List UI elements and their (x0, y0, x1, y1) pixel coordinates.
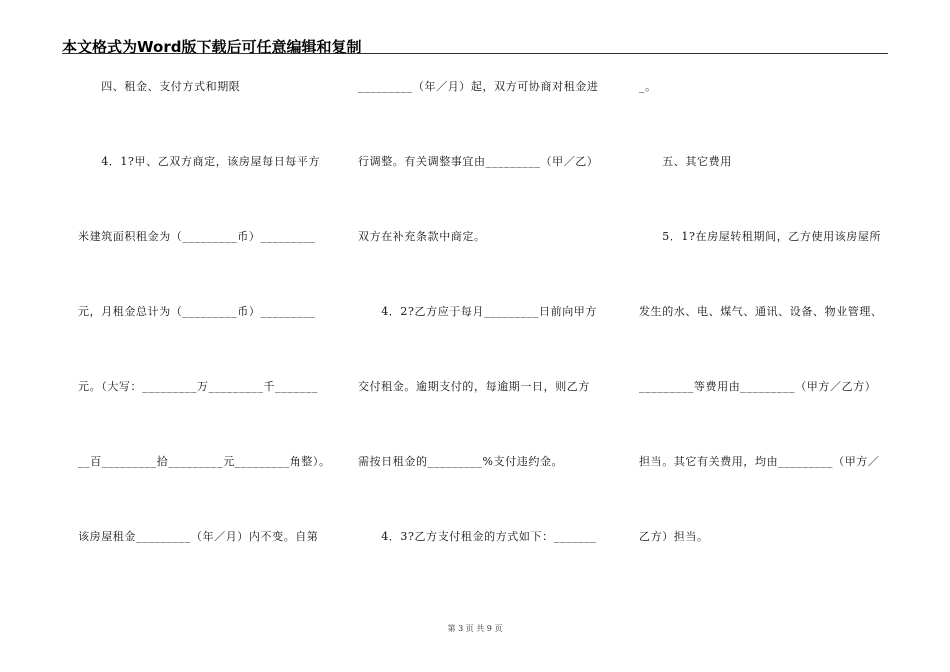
page-number-footer: 第 3 页 共 9 页 (447, 624, 503, 633)
column-3-line-6: 担当。其它有关费用，均由_________（甲方／ (639, 455, 880, 468)
column-2-line-7: 4．3?乙方支付租金的方式如下：_______ (358, 530, 597, 543)
column-1-line-1: 四、租金、支付方式和期限 (78, 80, 241, 93)
column-1-line-4: 元，月租金总计为（_________币）_________ (78, 305, 316, 318)
column-3-line-4: 发生的水、电、煤气、通讯、设备、物业管理、 (639, 305, 883, 318)
column-3-line-1: _。 (639, 80, 657, 93)
column-3-line-3: 5．1?在房屋转租期间，乙方使用该房屋所 (639, 230, 882, 243)
column-1-line-7: 该房屋租金_________（年／月）内不变。自第 (78, 530, 319, 543)
document-header-title: 本文格式为Word版下载后可任意编辑和复制 (62, 38, 362, 56)
column-3-line-7: 乙方）担当。 (639, 530, 709, 543)
column-2-line-6: 需按日租金的_________%支付违约金。 (358, 455, 564, 468)
column-1-line-2: 4．1?甲、乙双方商定，该房屋每日每平方 (78, 155, 321, 168)
column-2-line-4: 4．2?乙方应于每月_________日前向甲方 (358, 305, 597, 318)
column-2-line-1: _________（年／月）起，双方可协商对租金进 (358, 80, 599, 93)
column-1-line-3: 米建筑面积租金为（_________币）_________ (78, 230, 316, 243)
column-2-line-5: 交付租金。逾期支付的，每逾期一日，则乙方 (358, 380, 590, 393)
column-3-line-2: 五、其它费用 (639, 155, 732, 168)
column-1-line-6: __百_________拾_________元_________角整）。 (78, 455, 331, 468)
column-2-line-2: 行调整。有关调整事宜由_________（甲／乙） (358, 155, 599, 168)
column-3-line-5: _________等费用由_________（甲方／乙方） (639, 380, 877, 393)
column-1-line-5: 元。（大写：_________万_________千_______ (78, 380, 318, 393)
column-2-line-3: 双方在补充条款中商定。 (358, 230, 486, 243)
header-divider (62, 53, 888, 54)
